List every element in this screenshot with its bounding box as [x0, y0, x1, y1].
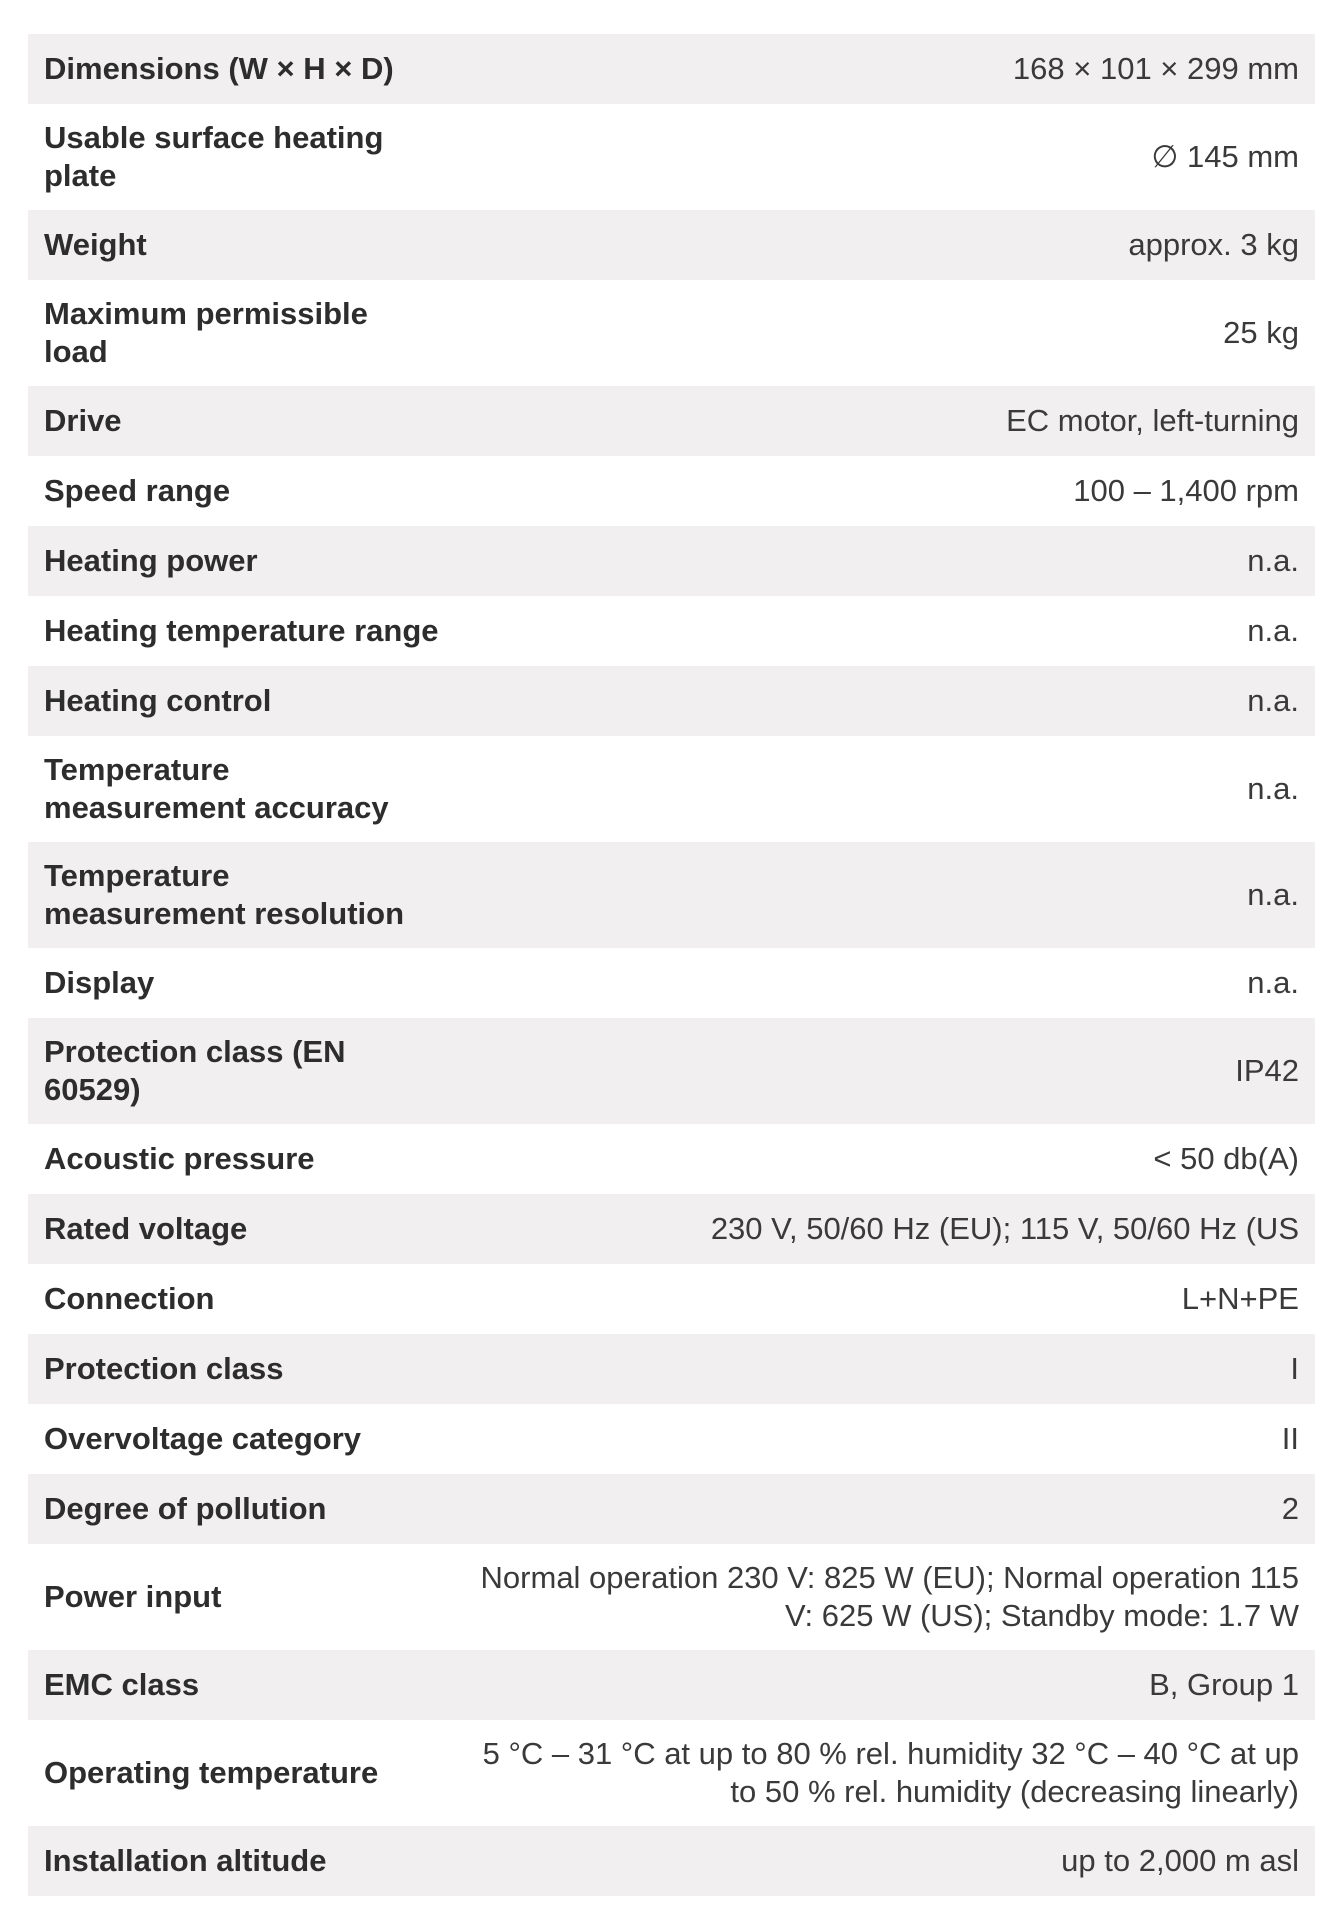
spec-row-connection	[28, 1264, 1315, 1334]
spec-row-emc-class	[28, 1650, 1315, 1720]
spec-row-acoustic-pressure	[28, 1124, 1315, 1194]
spec-value: n.a.	[1247, 543, 1299, 578]
spec-value: ∅ 145 mm	[1151, 139, 1299, 174]
spec-value: EC motor, left-turning	[1006, 403, 1299, 438]
spec-label: Dimensions (W × H × D)	[44, 51, 394, 86]
spec-row-protection-class-en	[28, 1018, 1315, 1124]
spec-value: n.a.	[1247, 877, 1299, 912]
spec-row-weight	[28, 210, 1315, 280]
spec-value: 25 kg	[1223, 315, 1299, 350]
spec-row-heating-control	[28, 666, 1315, 736]
spec-label: Usable surface heating plate	[44, 120, 384, 193]
spec-row-temp-resolution	[28, 842, 1315, 948]
spec-value: n.a.	[1247, 613, 1299, 648]
spec-row-installation-altitude	[28, 1826, 1315, 1896]
spec-value: up to 2,000 m asl	[1061, 1843, 1299, 1878]
spec-value: 100 – 1,400 rpm	[1073, 473, 1299, 508]
spec-table	[28, 34, 1315, 1896]
spec-label: EMC class	[44, 1667, 200, 1702]
spec-label: Protection class (EN 60529)	[44, 1034, 346, 1107]
spec-value: B, Group 1	[1149, 1667, 1299, 1702]
spec-value: 168 × 101 × 299 mm	[1012, 51, 1299, 86]
spec-label: Acoustic pressure	[44, 1141, 315, 1176]
spec-value: II	[1281, 1421, 1299, 1456]
spec-row-power-input	[28, 1544, 1315, 1650]
spec-row-heating-temp-range	[28, 596, 1315, 666]
spec-label: Protection class	[44, 1351, 284, 1386]
spec-row-heating-power	[28, 526, 1315, 596]
spec-label: Temperature measurement accuracy	[44, 752, 389, 825]
spec-row-speed-range	[28, 456, 1315, 526]
spec-label: Drive	[44, 403, 122, 438]
spec-label: Heating power	[44, 543, 258, 578]
spec-value: Normal operation 230 V: 825 W (EU); Normal operation 115 V: 625 W (US); Standby mode: 1.7 W	[480, 1560, 1299, 1633]
spec-value: < 50 db(A)	[1153, 1141, 1299, 1176]
spec-label: Operating temperature	[44, 1755, 379, 1790]
spec-label: Rated voltage	[44, 1211, 248, 1246]
spec-label: Installation altitude	[44, 1843, 327, 1878]
spec-label: Power input	[44, 1579, 222, 1614]
spec-label: Weight	[44, 227, 147, 262]
spec-value: approx. 3 kg	[1128, 227, 1299, 262]
spec-label: Speed range	[44, 473, 231, 508]
spec-value: 2	[1281, 1491, 1299, 1526]
spec-value: n.a.	[1247, 771, 1299, 806]
spec-value: n.a.	[1247, 965, 1299, 1000]
spec-value: n.a.	[1247, 683, 1299, 718]
spec-value: 5 °C – 31 °C at up to 80 % rel. humidity 32 °C – 40 °C at up to 50 % rel. humidity (decreasing linearly)	[482, 1736, 1299, 1809]
spec-row-overvoltage-category	[28, 1404, 1315, 1474]
spec-row-usable-surface	[28, 104, 1315, 210]
spec-label: Heating temperature range	[44, 613, 439, 648]
spec-row-drive	[28, 386, 1315, 456]
spec-row-dimensions	[28, 34, 1315, 104]
spec-row-degree-of-pollution	[28, 1474, 1315, 1544]
spec-value: L+N+PE	[1181, 1281, 1299, 1316]
spec-label: Connection	[44, 1281, 215, 1316]
spec-row-max-load	[28, 280, 1315, 386]
spec-value: 230 V, 50/60 Hz (EU); 115 V, 50/60 Hz (US	[710, 1211, 1299, 1246]
spec-value: IP42	[1235, 1053, 1299, 1088]
spec-label: Temperature measurement resolution	[44, 858, 405, 931]
spec-value: I	[1290, 1351, 1299, 1386]
spec-label: Display	[44, 965, 155, 1000]
spec-label: Maximum permissible load	[44, 296, 368, 369]
spec-label: Degree of pollution	[44, 1491, 327, 1526]
spec-label: Overvoltage category	[44, 1421, 362, 1456]
spec-row-operating-temperature	[28, 1720, 1315, 1826]
spec-row-protection-class	[28, 1334, 1315, 1404]
spec-row-display	[28, 948, 1315, 1018]
spec-label: Heating control	[44, 683, 272, 718]
spec-row-temp-accuracy	[28, 736, 1315, 842]
spec-row-rated-voltage	[28, 1194, 1315, 1264]
